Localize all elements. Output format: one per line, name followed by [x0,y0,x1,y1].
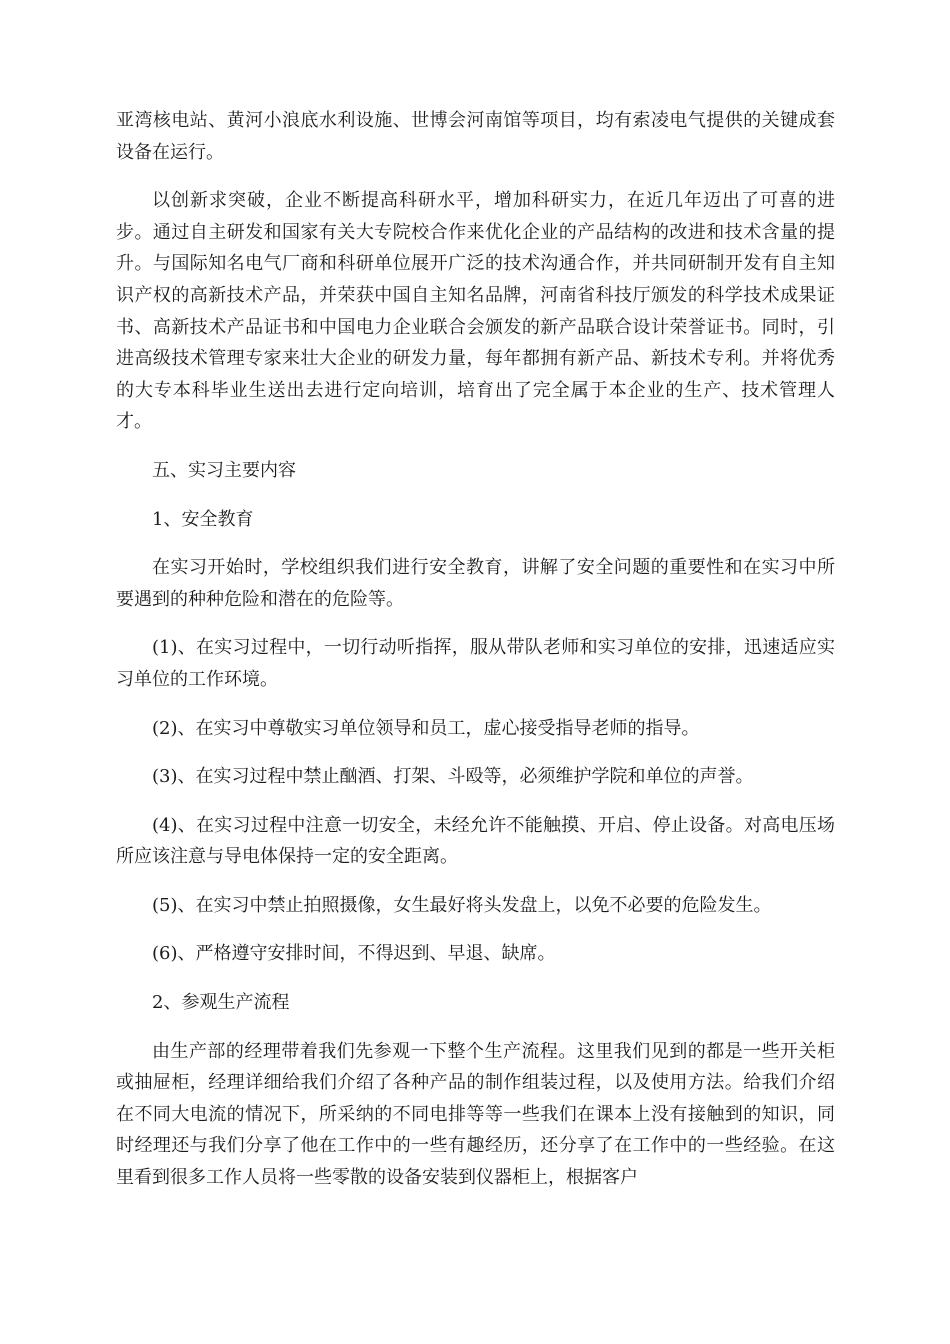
safety-rule-1: (1)、在实习过程中，一切行动听指挥，服从带队老师和实习单位的安排，迅速适应实习单位的工作环境。 [116,637,835,690]
paragraph-continuation: 亚湾核电站、黄河小浪底水利设施、世博会河南馆等项目，均有索凌电气提供的关键成套设备在运行。 [116,110,835,163]
safety-rule-3: (3)、在实习过程中禁止酗酒、打架、斗殴等，必须维护学院和单位的声誉。 [152,766,754,788]
paragraph-innovation: 以创新求突破，企业不断提高科研水平，增加科研实力，在近几年迈出了可喜的进步。通过自主研发和国家有关大专院校合作来优化企业的产品结构的改进和技术含量的提升。与国际知名电气厂商和科研单位展开广泛的技术沟通合作，并共同研制开发有自主知识产权的高新技术产品，并荣获中国自主知名品牌，河南省科技厅颁发的科学技术成果证书、高新技术产品证书和中国电力企业联合会颁发的新产品联合设计荣誉证书。同时，引进高级技术管理专家来壮大企业的研发力量，每年都拥有新产品、新技术专利。并将优秀的大专本科毕业生送出去进行定向培训，培育出了完全属于本企业的生产、技术管理人才。 [116,190,835,433]
safety-rule-5: (5)、在实习中禁止拍照摄像，女生最好将头发盘上，以免不必要的危险发生。 [152,894,772,916]
subsection-heading-production-tour: 2、参观生产流程 [152,992,290,1014]
paragraph-production-tour: 由生产部的经理带着我们先参观一下整个生产流程。这里我们见到的都是一些开关柜或抽屉柜，经理详细给我们介绍了各种产品的制作组装过程，以及使用方法。给我们介绍在不同大电流的情况下，所采纳的不同电排等等一些我们在课本上没有接触到的知识，同时经理还与我们分享了他在工作中的一些有趣经历，还分享了在工作中的一些经验。在这里看到很多工作人员将一些零散的设备安装到仪器柜上，根据客户 [116,1040,835,1189]
section-heading-internship-content: 五、实习主要内容 [152,459,296,481]
safety-rule-4: (4)、在实习过程中注意一切安全，未经允许不能触摸、开启、停止设备。对高电压场所应该注意与导电体保持一定的安全距离。 [116,814,835,868]
safety-rule-6: (6)、严格遵守安排时间，不得迟到、早退、缺席。 [152,943,556,965]
subsection-heading-safety-education: 1、安全教育 [152,508,254,530]
safety-rule-2: (2)、在实习中尊敬实习单位领导和员工，虚心接受指导老师的指导。 [152,717,700,739]
paragraph-safety-intro: 在实习开始时，学校组织我们进行安全教育，讲解了安全问题的重要性和在实习中所要遇到的种种危险和潜在的危险等。 [116,557,835,610]
